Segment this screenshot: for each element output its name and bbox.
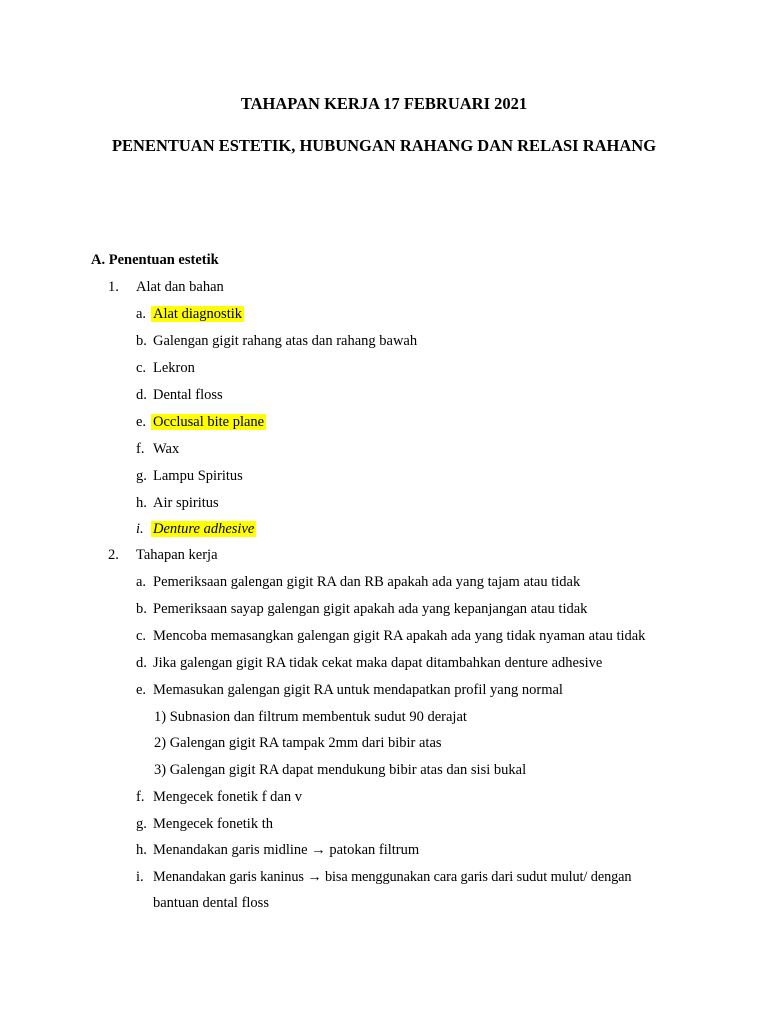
item-1f-marker: f. [136,441,145,457]
item-2f-text: Mengecek fonetik f dan v [153,789,302,805]
item-2d-text: Jika galengan gigit RA tidak cekat maka dapat ditambahkan denture adhesive [153,655,603,671]
item-1a-marker: a. [136,306,147,322]
item-2b-marker: b. [136,601,147,617]
item-2i-text: Menandakan garis kaninus → bisa menggunakan cara garis dari sudut mulut/ dengan [153,869,632,885]
item-1a-text [151,305,244,323]
item-1b-text: Galengan gigit rahang atas dan rahang bawah [153,333,418,349]
item-1-marker: 1. [108,279,119,295]
item-2e-subpoint-3: 3) Galengan gigit RA dapat mendukung bibir atas dan sisi bukal [154,762,527,778]
item-2e-subpoint-1: 1) Subnasion dan filtrum membentuk sudut 90 derajat [154,709,467,725]
item-1h-marker: h. [136,495,147,511]
item-2d-marker: d. [136,655,147,671]
item-2g-marker: g. [136,816,147,832]
item-2c-marker: c. [136,628,147,644]
item-2e-text: Memasukan galengan gigit RA untuk mendapatkan profil yang normal [153,682,563,698]
item-2c-text: Mencoba memasangkan galengan gigit RA apakah ada yang tidak nyaman atau tidak [153,628,646,644]
item-1e-marker: e. [136,414,147,430]
item-1d-text: Dental floss [153,387,223,403]
item-2i-marker: i. [136,869,144,885]
item-1i-text [151,520,256,538]
item-1f-text: Wax [153,441,180,457]
item-1c-marker: c. [136,360,147,376]
item-2a-marker: a. [136,574,147,590]
section-a-heading: A. Penentuan estetik [91,252,219,268]
item-1c-text: Lekron [153,360,195,376]
item-1g-marker: g. [136,468,147,484]
item-2a-text: Pemeriksaan galengan gigit RA dan RB apakah ada yang tajam atau tidak [153,574,581,590]
item-2-label: Tahapan kerja [136,547,218,563]
document-subtitle: PENENTUAN ESTETIK, HUBUNGAN RAHANG DAN RELASI RAHANG [111,136,657,155]
highlight-mark: Denture adhesive [153,521,255,537]
item-2h-marker: h. [136,842,147,858]
item-2g-text: Mengecek fonetik th [153,816,273,832]
item-2e-marker: e. [136,682,147,698]
item-1-label: Alat dan bahan [136,279,224,295]
highlight-mark: Occlusal bite plane [153,414,265,430]
document-title: TAHAPAN KERJA 17 FEBRUARI 2021 [240,94,528,113]
item-2e-subpoint-2: 2) Galengan gigit RA tampak 2mm dari bibir atas [154,735,442,751]
item-1g-text: Lampu Spiritus [153,468,243,484]
item-1e-text [151,413,266,431]
item-1b-marker: b. [136,333,147,349]
item-2-marker: 2. [108,547,119,563]
item-2i-continuation: bantuan dental floss [153,895,269,911]
item-1h-text: Air spiritus [153,495,219,511]
item-2f-marker: f. [136,789,145,805]
item-1d-marker: d. [136,387,147,403]
item-1i-marker: i. [136,521,144,537]
highlight-mark: Alat diagnostik [153,306,243,322]
item-2h-text: Menandakan garis midline → patokan filtrum [153,842,420,858]
item-2b-text: Pemeriksaan sayap galengan gigit apakah ada yang kepanjangan atau tidak [153,601,588,617]
